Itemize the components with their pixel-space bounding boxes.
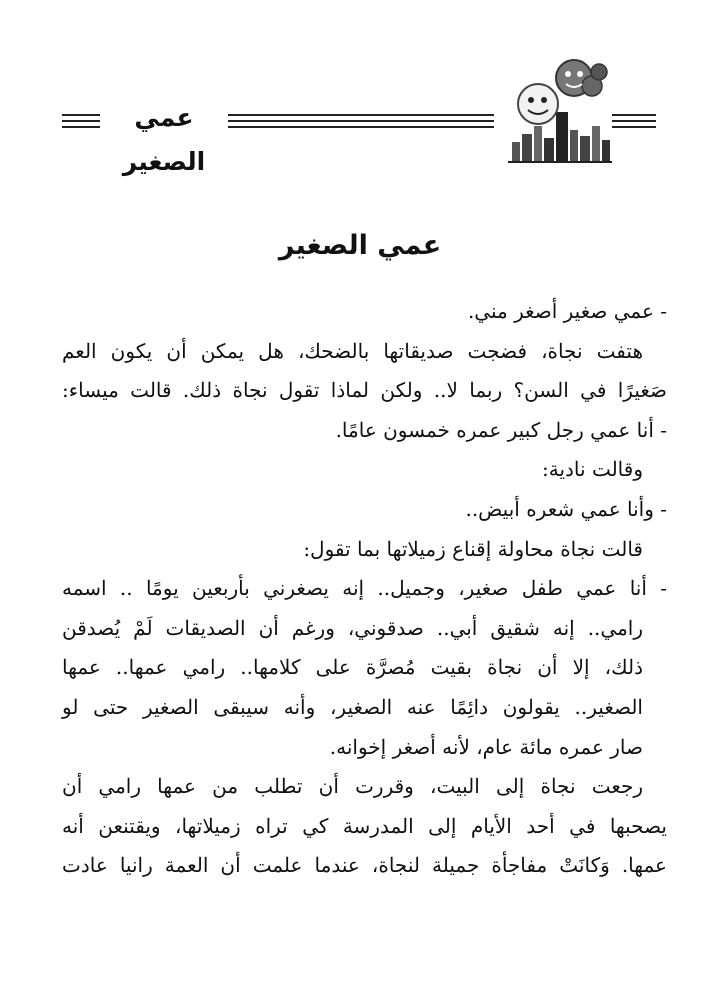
header-title: عمي الصغير: [122, 103, 206, 176]
text-line: وقالت نادية:: [542, 457, 643, 482]
text-line: - عمي صغير أصغر مني.: [467, 299, 667, 323]
text-line: صَغيرًا في السن؟ ربما لا.. ولكن لماذا تقول نجاة ذلك. قالت ميساء:: [62, 378, 667, 403]
page-header: [0, 56, 720, 176]
text-line: الصغير.. يقولون دائِمًا عنه الصغير، وأنه سيبقى الصغير حتى لو: [62, 694, 643, 719]
text-line: قالت نجاة محاولة إقناع زميلاتها بما تقول:: [303, 536, 643, 561]
story-text: [62, 292, 667, 886]
page-title: عمي الصغير: [278, 230, 442, 261]
text-line: - وأنا عمي شعره أبيض..: [465, 496, 667, 521]
text-line: رامي.. إنه شقيق أبي.. صدقوني، ورغم أن الصديقات لَمْ يُصدقن: [62, 615, 643, 640]
cartoon-city-logo: [504, 56, 614, 166]
decorative-rule: [62, 114, 100, 128]
text-line: صار عمره مائة عام، لأنه أصغر إخوانه.: [329, 734, 643, 759]
text-line: - أنا عمي طفل صغير، وجميل.. إنه يصغرني بأربعين يومًا .. اسمه: [62, 576, 667, 601]
text-line: عمها. وَكانَتْ مفاجأة جميلة لنجاة، عندما علمت أن العمة رانيا عادت: [62, 853, 667, 878]
text-line: ذلك، إلا أن نجاة بقيت مُصرَّة على كلامها.. رامي عمها.. عمها: [62, 655, 643, 680]
text-line: يصحبها في أحد الأيام إلى المدرسة كي تراه زميلاتها، ويقتنعن أنه: [62, 813, 667, 838]
text-line: هتفت نجاة، فضجت صديقاتها بالضحك، هل يمكن أن يكون العم: [62, 338, 643, 363]
text-line: - أنا عمي رجل كبير عمره خمسون عامًا.: [335, 417, 667, 442]
text-line: رجعت نجاة إلى البيت، وقررت أن تطلب من عمها رامي أن: [62, 774, 643, 799]
decorative-rule: [612, 114, 656, 128]
decorative-rule: [228, 114, 494, 128]
